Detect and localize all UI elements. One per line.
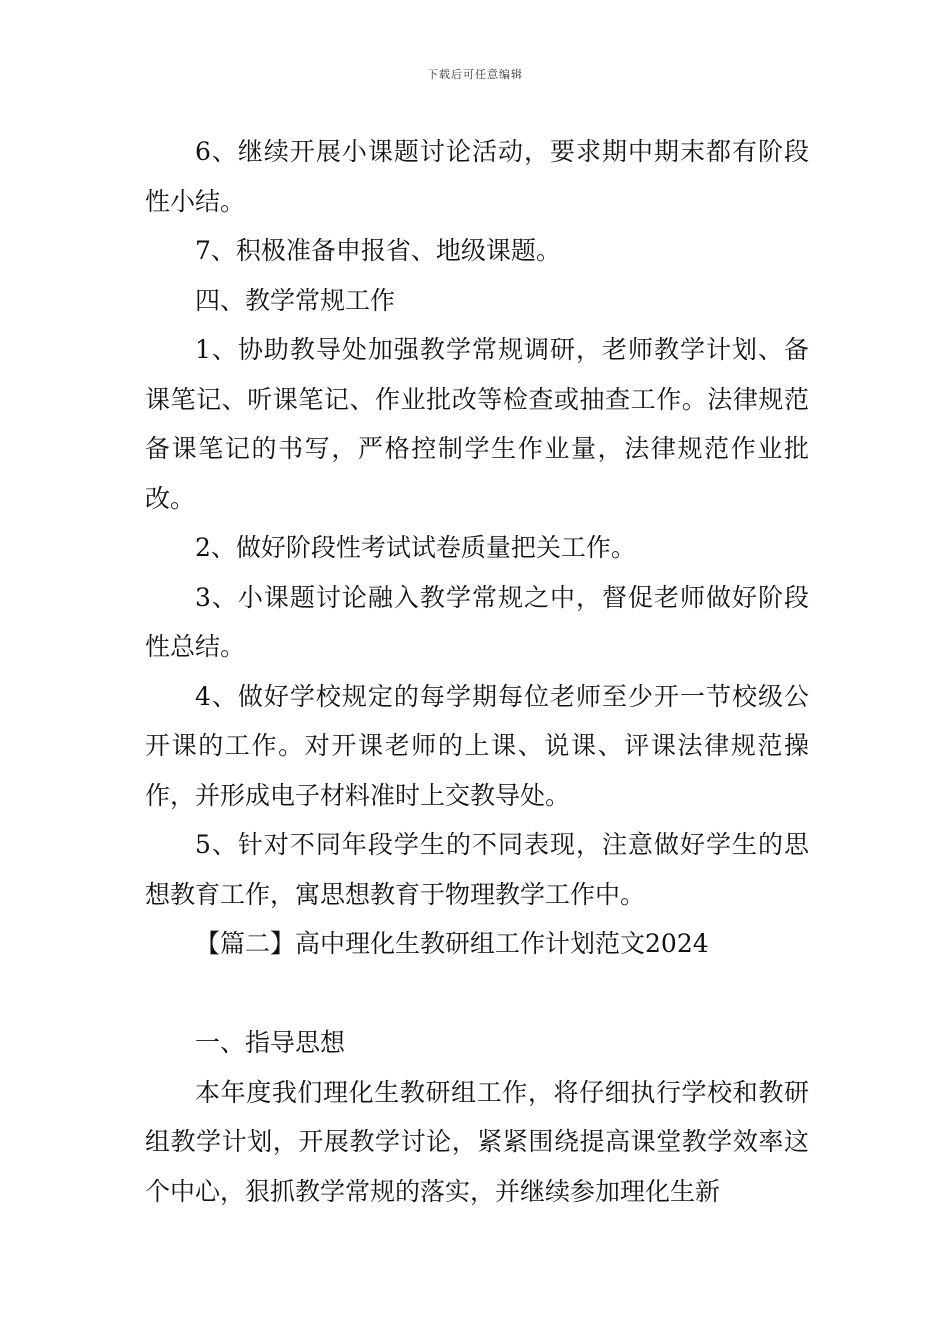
section-heading-guiding-thought: 一、指导思想 bbox=[195, 1028, 346, 1057]
paragraph-routine-2: 2、做好阶段性考试试卷质量把关工作。 bbox=[195, 533, 636, 562]
paragraph-guiding-thought: 本年度我们理化生教研组工作，将仔细执行学校和教研组教学计划，开展教学讨论，紧紧围绕提高课堂教学效率这个中心，狠抓教学常规的落实，并继续参加理化生新 bbox=[145, 1077, 809, 1206]
blank-line bbox=[145, 969, 809, 1019]
paragraph-routine-5: 5、针对不同年段学生的不同表现，注意做好学生的思想教育工作，寓思想教育于物理教学工作中。 bbox=[145, 830, 809, 909]
paragraph-item-7: 7、积极准备申报省、地级课题。 bbox=[195, 236, 561, 265]
paragraph-routine-3: 3、小课题讨论融入教学常规之中，督促老师做好阶段性总结。 bbox=[145, 582, 809, 661]
paragraph-item-6: 6、继续开展小课题讨论活动，要求期中期末都有阶段性小结。 bbox=[145, 137, 809, 216]
article-title-part-two: 【篇二】高中理化生教研组工作计划范文2024 bbox=[195, 929, 709, 958]
section-heading-teaching-routine: 四、教学常规工作 bbox=[195, 285, 396, 315]
paragraph-routine-4: 4、做好学校规定的每学期每位老师至少开一节校级公开课的工作。对开课老师的上课、说课、评课法律规范操作，并形成电子材料准时上交教导处。 bbox=[145, 681, 809, 810]
document-body bbox=[145, 127, 809, 1216]
header-note: 下载后可任意编辑 bbox=[427, 68, 523, 81]
paragraph-routine-1: 1、协助教导处加强教学常规调研，老师教学计划、备课笔记、听课笔记、作业批改等检查或抽查工作。法律规范备课笔记的书写，严格控制学生作业量，法律规范作业批改。 bbox=[145, 335, 809, 513]
